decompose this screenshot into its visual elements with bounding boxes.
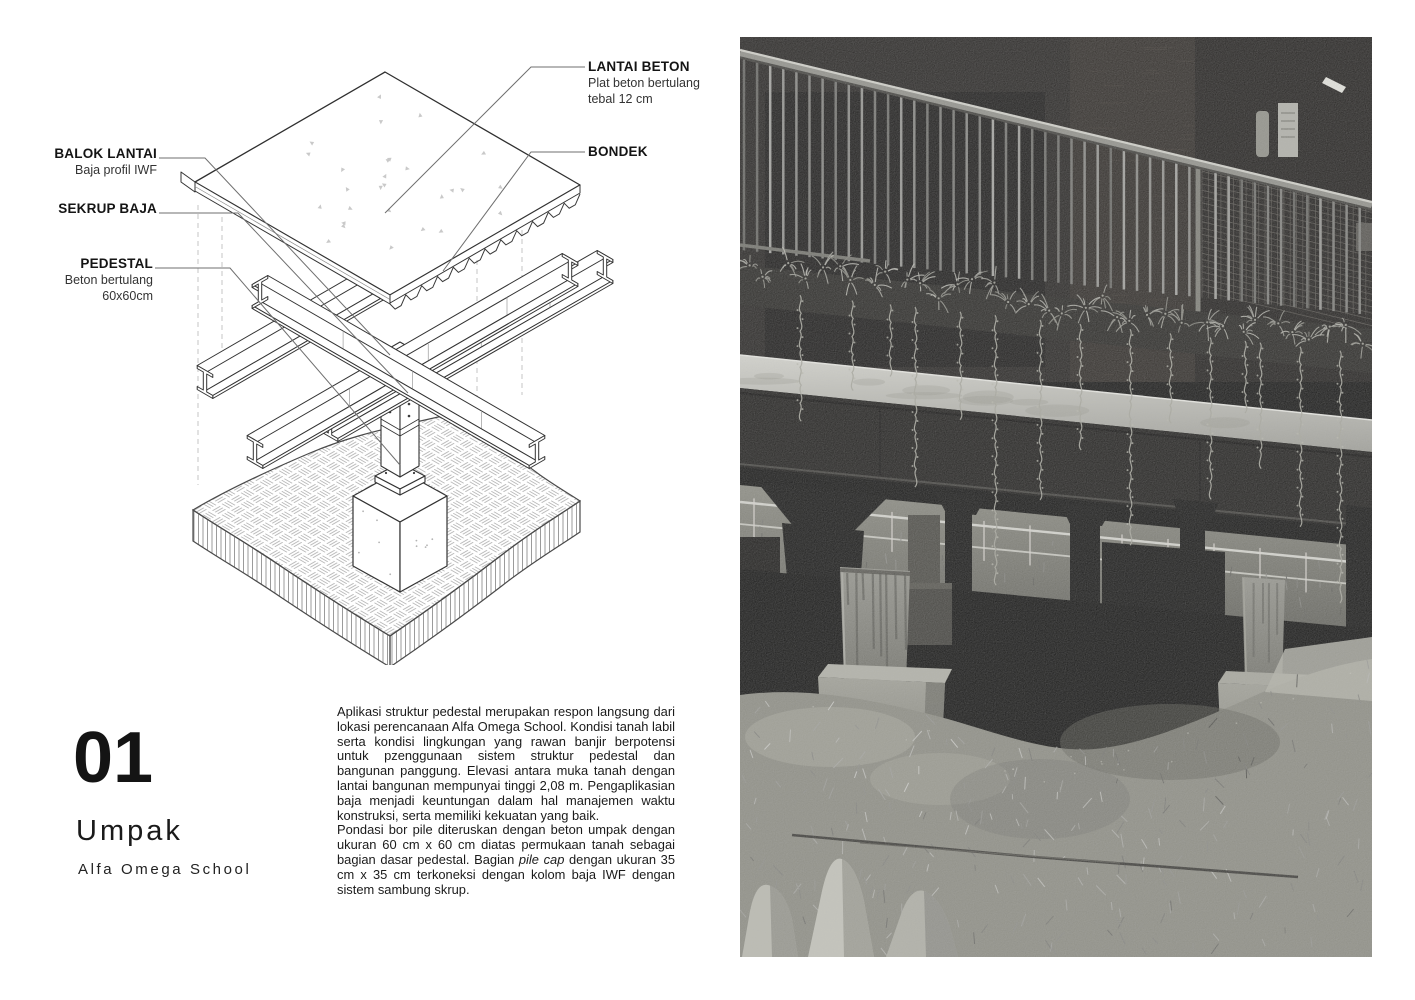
label-line: Baja profil IWF (75, 163, 157, 177)
label-lantai-beton (588, 59, 718, 107)
section-subtitle: Alfa Omega School (78, 861, 252, 878)
label-sekrup-baja (15, 201, 157, 217)
label-title: SEKRUP BAJA (58, 201, 157, 216)
axonometric-diagram (54, 55, 700, 665)
label-line: tebal 12 cm (588, 92, 653, 106)
label-line: Plat beton bertulang (588, 76, 700, 90)
site-photo-image (740, 37, 1372, 957)
label-line: Beton bertulang (64, 273, 153, 287)
paragraph-1: Aplikasi struktur pedestal merupakan respon langsung dari lokasi perencanaan Alfa Omega School. Kondisi tanah labil serta kondisi lingkungan yang rawan banjir berpotensi untuk pzenggunaan sistem struktur pedestal dan bangunan panggung. Elevasi antara muka tanah dengan lantai bangunan mempunyai tinggi 2,08 m. Pengaplikasian baja menjadi keuntungan dalam hal manajemen waktu konstruksi, serta memiliki kekuatan yang baik. (337, 704, 675, 823)
label-pedestal (13, 256, 153, 304)
label-line: 60x60cm (102, 289, 153, 303)
label-title: LANTAI BETON (588, 59, 690, 74)
body-text (337, 705, 675, 897)
paragraph-2-text: dengan ukuran 35 cm x 35 cm terkoneksi dengan kolom baja IWF dengan sistem sambung skrup. (337, 851, 675, 897)
label-bondek (588, 144, 708, 160)
paragraph-2 (337, 823, 675, 897)
section-title: Umpak (76, 815, 183, 847)
label-title: BONDEK (588, 144, 648, 159)
film-grain (740, 37, 1372, 957)
paragraph-2-italic: pile cap (518, 851, 565, 867)
section-number: 01 (73, 718, 154, 798)
label-title: BALOK LANTAI (54, 146, 157, 161)
label-title: PEDESTAL (80, 256, 153, 271)
label-balok-lantai (15, 146, 157, 178)
paragraph-2-text: Pondasi bor pile diteruskan dengan beton umpak dengan ukuran 60 cm x 60 cm diatas permukaan tanah sebagai bagian dasar pedestal. Bagian (337, 822, 675, 867)
site-photo (740, 37, 1372, 957)
